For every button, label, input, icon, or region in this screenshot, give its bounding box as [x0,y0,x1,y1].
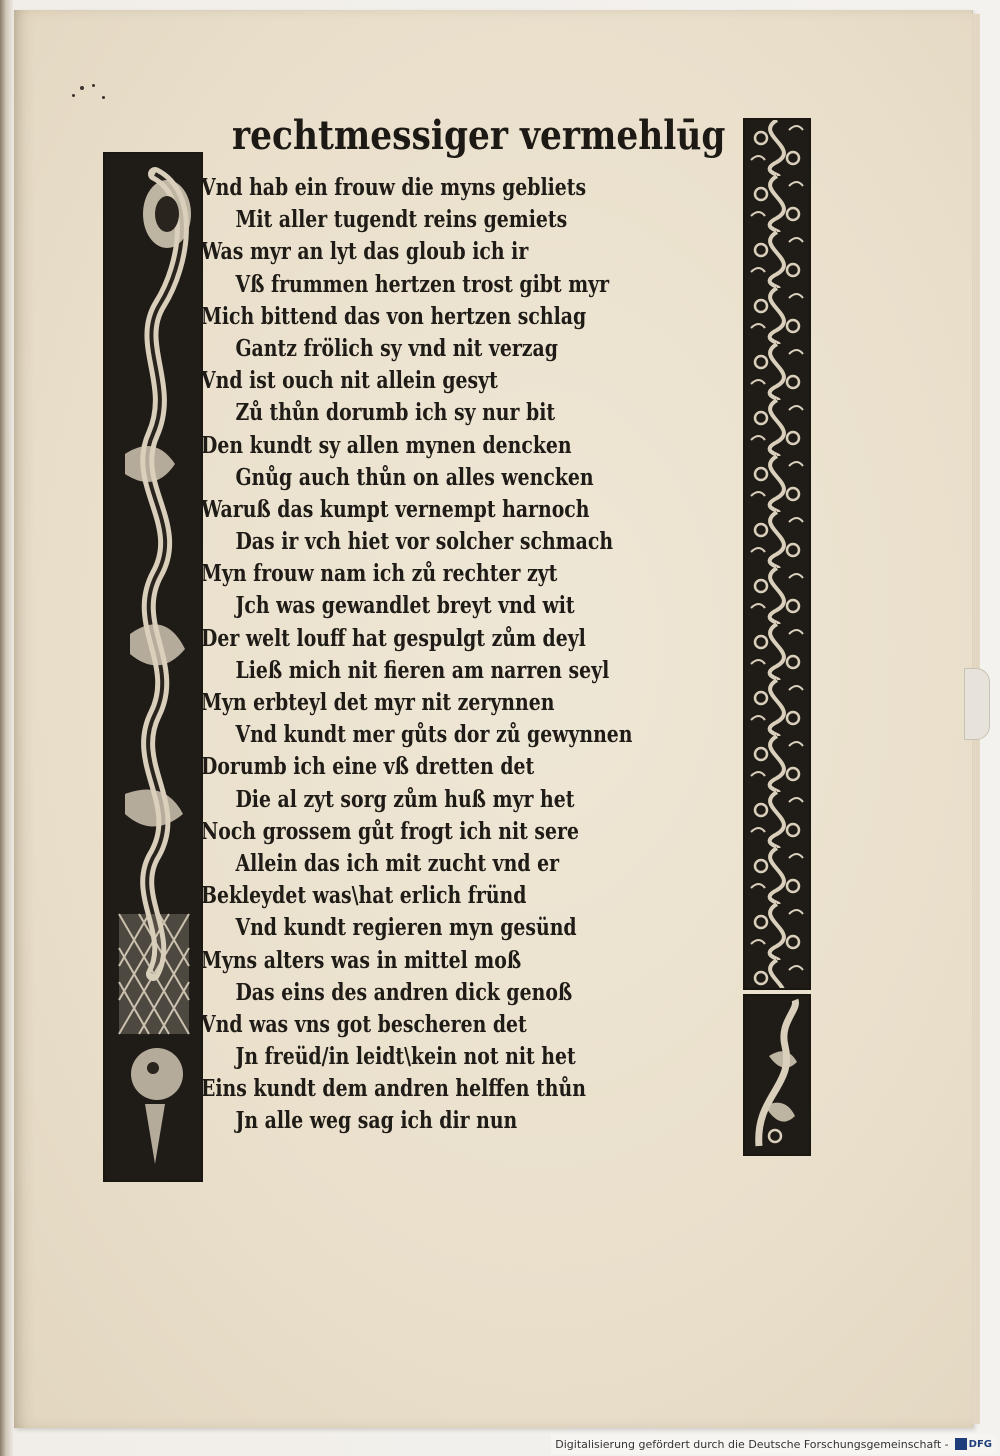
verse-line: Dorumb ich eine vß dretten det [201,753,535,781]
dfg-logo [955,1438,992,1450]
verse-line: Vnd was vns got bescheren det [201,1010,527,1038]
verse-line: Vß frummen hertzen trost gibt myr [235,270,610,298]
verse-line: Myn frouw nam ich zů rechter zyt [201,560,558,588]
verse-line: Ließ mich nit fieren am narren seyl [235,656,610,684]
verse-line: Gantz frölich sy vnd nit verzag [235,334,558,362]
verse-line: Der welt louff hat gespulgt zům deyl [201,624,586,652]
verse-line: Vnd ist ouch nit allein gesyt [201,367,498,395]
right-border-ornament-top [745,120,809,988]
dfg-logo-icon [955,1438,967,1450]
verse-line: Noch grossem gůt frogt ich nit sere [201,817,579,845]
verse-line: Bekleydet was\hat erlich fründ [201,882,527,910]
verse-line: Waruß das kumpt vernempt harnoch [201,495,590,523]
verse-line: Das ir vch hiet vor solcher schmach [235,528,614,556]
verse-line: Gnůg auch thůn on alles wencken [235,463,594,491]
verse-line: Vnd hab ein frouw die myns gebliets [201,174,587,201]
verse-list [201,172,741,1138]
verse-line: Vnd kundt regieren myn gesünd [235,914,577,942]
left-woodcut-border [103,152,203,1182]
running-head: rechtmessiger vermehlūg [232,112,726,159]
verse-line: Mit aller tugendt reins gemiets [235,206,568,234]
verse-line: Myn erbteyl det myr nit zerynnen [201,689,555,716]
credit-text: Digitalisierung gefördert durch die Deutsche Forschungsgemeinschaft - [555,1437,949,1451]
verse-line: Den kundt sy allen mynen dencken [201,431,572,459]
right-border-ornament-bottom [745,996,809,1154]
verse-line: Vnd kundt mer gůts dor zů gewynnen [235,721,633,749]
verse-line: Jn freüd/in leidt\kein not nit het [235,1043,576,1071]
digitization-credit [551,1434,996,1454]
verse-line: Die al zyt sorg zům huß myr het [235,785,575,813]
left-border-ornament [105,154,201,1180]
verse-line: Eins kundt dem andren helffen thůn [201,1075,586,1103]
verse-line: Das eins des andren dick genoß [235,978,573,1006]
verse-line: Jch was gewandlet breyt vnd wit [235,592,575,620]
right-woodcut-border-top [743,118,811,990]
dfg-logo-text: DFG [968,1438,992,1450]
right-woodcut-border-bottom [743,994,811,1156]
binding-tab [964,668,990,740]
verse-line: Mich bittend das von hertzen schlag [201,302,587,330]
verse-line: Jn alle weg sag ich dir nun [235,1107,518,1135]
verse-line: Allein das ich mit zucht vnd er [235,849,560,877]
verse-line: Zů thůn dorumb ich sy nur bit [235,399,556,427]
verse-line: Was myr an lyt das gloub ich ir [201,238,529,266]
verse-line: Myns alters was in mittel moß [201,946,522,974]
